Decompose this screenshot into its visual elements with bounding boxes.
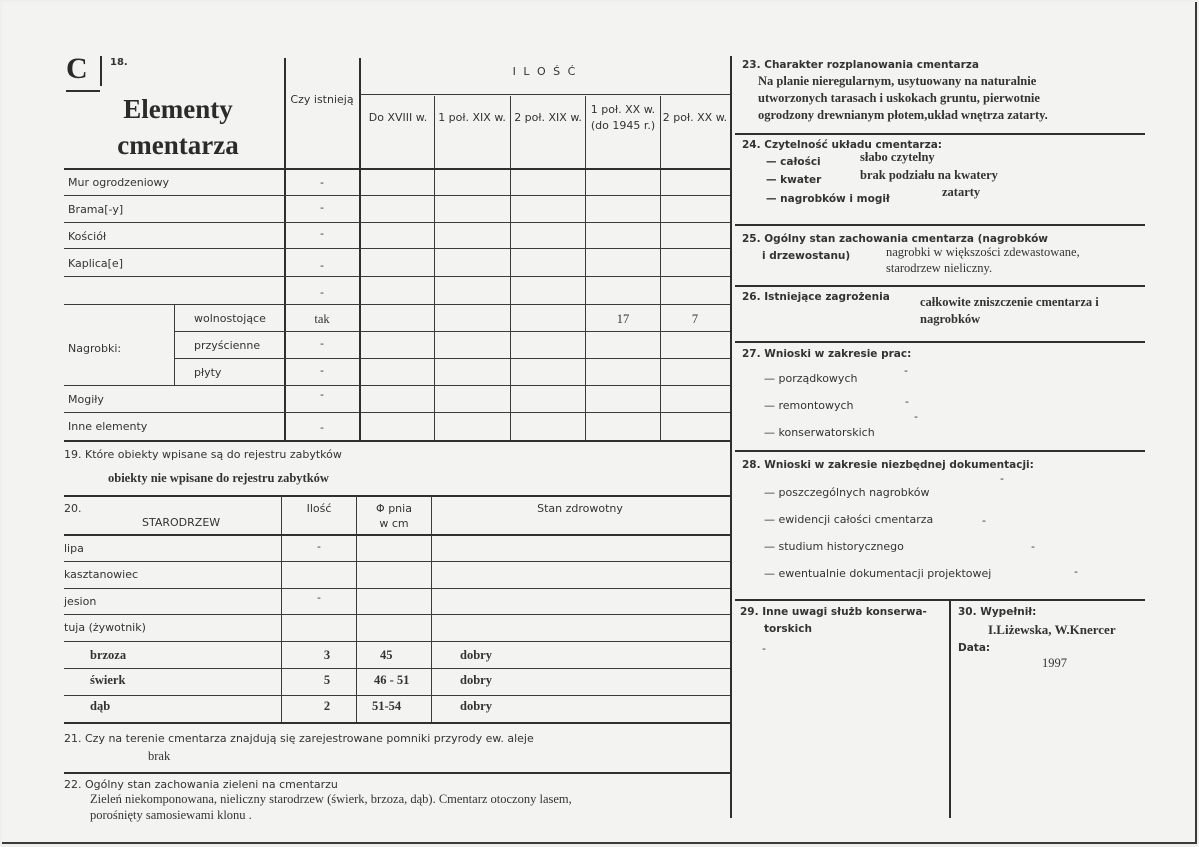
grid-line xyxy=(64,276,730,277)
section-19-answer: obiekty nie wpisane do rejestru zabytków xyxy=(108,471,329,485)
section-24-item: — całości xyxy=(766,156,821,168)
section-27-answer: - xyxy=(905,395,909,408)
tree-health: dobry xyxy=(460,699,492,713)
section-24-answer: słabo czytelny xyxy=(860,150,935,164)
period-header-3: 2 poł. XIX w. xyxy=(514,111,582,124)
section-26-answer: całkowite zniszczenie cmentarza i xyxy=(920,295,1099,309)
nagrobki-type: płyty xyxy=(194,366,222,379)
grid-line xyxy=(174,331,730,332)
section-25-answer: starodrzew nieliczny. xyxy=(886,261,993,275)
element-label: Kaplica[e] xyxy=(68,257,123,270)
section-25-question: 25. Ogólny stan zachowania cmentarza (nagrobków xyxy=(742,233,1048,245)
nagrobki-exists: - xyxy=(320,364,324,377)
tree-health: dobry xyxy=(460,648,492,662)
section-27-item: — konserwatorskich xyxy=(764,426,875,439)
section-28-answer: - xyxy=(1074,565,1078,578)
tree-name: jesion xyxy=(64,595,97,608)
section-28-item: — poszczególnych nagrobków xyxy=(764,486,930,499)
tree-name: kasztanowiec xyxy=(64,568,139,581)
period-header-2: 1 poł. XIX w. xyxy=(438,111,506,124)
section-29-question: torskich xyxy=(764,623,812,635)
nagrobki-count-xx2: 7 xyxy=(691,312,699,326)
section-30-date-label: Data: xyxy=(958,642,991,654)
section-19-question: 19. Które obiekty wpisane są do rejestru zabytków xyxy=(64,448,342,461)
tree-diameter: 46 - 51 xyxy=(374,673,410,687)
section-25-answer: nagrobki w większości zdewastowane, xyxy=(886,245,1080,259)
grid-line xyxy=(64,304,730,305)
grid-line xyxy=(64,561,730,562)
tree-count: - xyxy=(317,540,321,553)
grid-line xyxy=(64,195,730,196)
section-30-label: 30. Wypełnił: xyxy=(958,606,1037,618)
tree-name: tuja (żywotnik) xyxy=(64,621,146,634)
section-21-answer: brak xyxy=(148,749,171,763)
grid-line xyxy=(64,534,730,536)
grid-line xyxy=(64,614,730,615)
section-24-item: — kwater xyxy=(766,174,822,186)
section-22-question: 22. Ogólny stan zachowania zieleni na cmentarzu xyxy=(64,778,338,791)
section-27-item: — remontowych xyxy=(764,399,854,412)
grid-line xyxy=(735,285,1145,287)
grid-line xyxy=(434,96,435,442)
inne-exists: - xyxy=(320,421,324,434)
element-label: Mur ogrodzeniowy xyxy=(68,176,169,189)
period-header-5: 2 poł. XX w. xyxy=(662,111,728,124)
czy-istnieja-header: Czy istnieją xyxy=(290,93,354,106)
inne-label: Inne elementy xyxy=(68,420,148,433)
grid-line xyxy=(510,96,511,442)
element-exists: - xyxy=(320,227,324,240)
cemetery-record-card xyxy=(2,2,1197,844)
letter-divider xyxy=(100,56,102,86)
section-28-item: — ewentualnie dokumentacji projektowej xyxy=(764,567,992,580)
element-exists: - xyxy=(320,201,324,214)
starodrzew-stan-header: Stan zdrowotny xyxy=(537,502,623,515)
section-27-item: — porządkowych xyxy=(764,372,858,385)
grid-line xyxy=(64,412,730,413)
section-24-question: 24. Czytelność układu cmentarza: xyxy=(742,139,943,151)
grid-line xyxy=(356,496,357,723)
tree-count: 2 xyxy=(323,699,331,713)
grid-line xyxy=(735,599,1145,601)
tree-count: - xyxy=(317,591,321,604)
grid-line xyxy=(64,641,730,642)
page-title-line2: cmentarza xyxy=(117,130,239,160)
grid-line xyxy=(64,168,730,170)
section-24-answer: zatarty xyxy=(942,185,981,199)
grid-line xyxy=(660,96,661,442)
section-27-question: 27. Wnioski w zakresie prac: xyxy=(742,348,912,360)
grid-line xyxy=(64,385,730,386)
section-26-question: 26. Istniejące zagrożenia xyxy=(742,291,890,303)
grid-line xyxy=(64,695,730,696)
grid-line xyxy=(64,772,730,774)
tree-health: dobry xyxy=(460,673,492,687)
section-25-question: i drzewostanu) xyxy=(762,250,851,262)
section-29-question: 29. Inne uwagi służb konserwa- xyxy=(740,606,927,618)
section-21-question: 21. Czy na terenie cmentarza znajdują się zarejestrowane pomniki przyrody ew. aleje xyxy=(64,732,534,745)
element-exists: - xyxy=(320,176,324,189)
starodrzew-title: STARODRZEW xyxy=(142,516,221,529)
mogily-label: Mogiły xyxy=(68,393,104,406)
grid-line xyxy=(64,248,730,249)
grid-line xyxy=(360,94,730,95)
grid-line xyxy=(431,496,432,723)
section-23-line1: Na planie nieregularnym, usytuowany na naturalnie xyxy=(758,74,1037,88)
starodrzew-phi-header: Φ pnia xyxy=(376,502,412,515)
letter-underline xyxy=(66,90,100,92)
tree-diameter: 45 xyxy=(380,648,393,662)
grid-line xyxy=(174,304,175,385)
section-22-answer-line2: porośnięty samosiewami klonu . xyxy=(90,808,252,822)
grid-line xyxy=(735,450,1145,452)
tree-diameter: 51-54 xyxy=(372,699,402,713)
grid-line xyxy=(735,224,1145,226)
nagrobki-type: wolnostojące xyxy=(194,312,266,325)
grid-line xyxy=(585,96,586,442)
tree-count: 3 xyxy=(323,648,331,662)
element-exists: - xyxy=(320,286,324,299)
ilosc-header: I L O Ś Ć xyxy=(512,65,578,78)
grid-line xyxy=(64,668,730,669)
section-29-answer: - xyxy=(762,642,766,655)
nagrobki-exists: - xyxy=(320,337,324,350)
section-28-answer: - xyxy=(1000,472,1004,485)
mogily-exists: - xyxy=(320,388,324,401)
section-24-item: — nagrobków i mogił xyxy=(766,193,890,205)
tree-name: lipa xyxy=(64,542,84,555)
section-30-date: 1997 xyxy=(1042,656,1067,670)
section-20-number: 20. xyxy=(64,502,82,515)
section-22-answer-line1: Zieleń niekomponowana, nieliczny starodrzew (świerk, brzoza, dąb). Cmentarz otoczony lasem, xyxy=(90,792,572,806)
section-28-answer: - xyxy=(982,514,986,527)
grid-line xyxy=(949,600,951,818)
section-28-answer: - xyxy=(1031,540,1035,553)
section-28-item: — ewidencji całości cmentarza xyxy=(764,513,934,526)
starodrzew-ilosc-header: Ilość xyxy=(306,502,332,515)
form-letter: C xyxy=(66,52,88,85)
nagrobki-type: przyścienne xyxy=(194,339,261,352)
tree-name: brzoza xyxy=(90,648,127,662)
section-28-item: — studium historycznego xyxy=(764,540,904,553)
tree-name: świerk xyxy=(90,673,126,687)
section-23-line2: utworzonych tarasach i uskokach gruntu, pierwotnie xyxy=(758,91,1040,105)
nagrobki-label: Nagrobki: xyxy=(68,342,122,355)
main-divider xyxy=(730,56,732,818)
section-24-answer: brak podziału na kwatery xyxy=(860,168,998,182)
grid-line xyxy=(735,133,1145,135)
period-header-1: Do XVIII w. xyxy=(368,111,428,124)
grid-line xyxy=(64,722,730,724)
section-27-answer: - xyxy=(914,410,918,423)
tree-count: 5 xyxy=(323,673,331,687)
section-27-answer: - xyxy=(904,364,908,377)
section-23-question: 23. Charakter rozplanowania cmentarza xyxy=(742,59,979,71)
section-18-number: 18. xyxy=(110,57,128,68)
element-label: Brama[-y] xyxy=(68,203,124,216)
nagrobki-count-xx1: 17 xyxy=(616,312,630,326)
section-28-question: 28. Wnioski w zakresie niezbędnej dokumentacji: xyxy=(742,459,1034,471)
nagrobki-exists: tak xyxy=(314,312,330,326)
grid-line xyxy=(64,222,730,223)
section-23-line3: ogrodzony drewnianym płotem,układ wnętrza zatarty. xyxy=(758,108,1048,122)
tree-name: dąb xyxy=(90,699,111,713)
grid-line xyxy=(735,341,1145,343)
grid-line xyxy=(64,495,730,497)
page-title-line1: Elementy xyxy=(123,94,233,124)
grid-line xyxy=(64,588,730,589)
grid-line xyxy=(281,496,282,723)
section-30-names: I.Liżewska, W.Knercer xyxy=(988,622,1116,637)
grid-line xyxy=(64,440,730,442)
element-exists: - xyxy=(320,259,324,272)
element-label: Kościół xyxy=(68,230,107,243)
starodrzew-phi-header: w cm xyxy=(379,517,409,530)
section-26-answer: nagrobków xyxy=(920,312,981,326)
grid-line xyxy=(174,358,730,359)
period-header-4: 1 poł. XX w. (do 1945 r.) xyxy=(590,103,656,132)
